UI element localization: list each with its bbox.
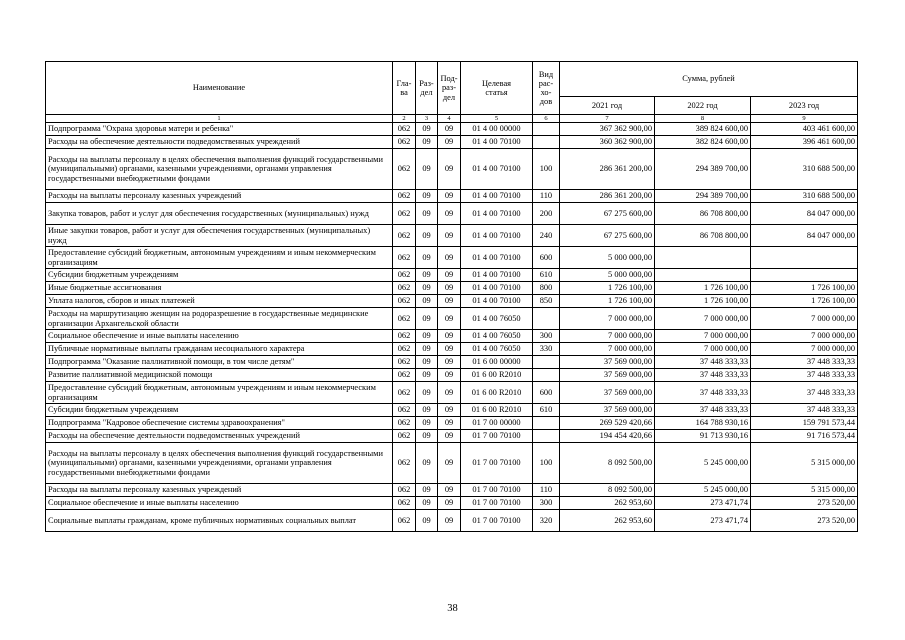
- row-sum-2021: 7 000 000,00: [560, 330, 655, 343]
- row-vid: 300: [533, 330, 560, 343]
- row-vid: 800: [533, 282, 560, 295]
- row-vid: [533, 430, 560, 443]
- row-sum-2022: 5 245 000,00: [655, 443, 751, 484]
- header-razdel: Раз- дел: [416, 62, 438, 115]
- row-sum-2022: 37 448 333,33: [655, 382, 751, 404]
- row-sum-2021: 67 275 600,00: [560, 203, 655, 225]
- row-name: Иные закупки товаров, работ и услуг для обеспечения государственных (муниципальных) нужд: [46, 225, 393, 247]
- row-sum-2022: 37 448 333,33: [655, 369, 751, 382]
- table-row: [46, 295, 858, 308]
- row-article: 01 4 00 70100: [461, 149, 533, 190]
- row-podrazdel: 09: [438, 443, 461, 484]
- row-razdel: 09: [416, 510, 438, 532]
- row-sum-2023: 273 520,00: [751, 497, 858, 510]
- row-article: 01 4 00 70100: [461, 136, 533, 149]
- row-name: Публичные нормативные выплаты гражданам несоциального характера: [46, 343, 393, 356]
- table-row: [46, 430, 858, 443]
- header-vid: Вид рас- хо- дов: [533, 62, 560, 115]
- row-podrazdel: 09: [438, 203, 461, 225]
- header-year-2022: 2022 год: [655, 97, 751, 115]
- row-glava: 062: [393, 149, 416, 190]
- row-name: Расходы на выплаты персоналу в целях обеспечения выполнения функций государственными (муниципальными) органами, казенными учреждениями, органами управления государственными внебюджетными фондами: [46, 149, 393, 190]
- row-vid: 100: [533, 149, 560, 190]
- row-article: 01 4 00 70100: [461, 203, 533, 225]
- row-vid: 200: [533, 203, 560, 225]
- row-sum-2023: 273 520,00: [751, 510, 858, 532]
- row-podrazdel: 09: [438, 295, 461, 308]
- row-sum-2022: [655, 247, 751, 269]
- row-sum-2021: 37 569 000,00: [560, 404, 655, 417]
- table-row: [46, 369, 858, 382]
- row-podrazdel: 09: [438, 247, 461, 269]
- row-glava: 062: [393, 282, 416, 295]
- row-podrazdel: 09: [438, 282, 461, 295]
- row-razdel: 09: [416, 404, 438, 417]
- row-name: Иные бюджетные ассигнования: [46, 282, 393, 295]
- row-glava: 062: [393, 190, 416, 203]
- row-sum-2021: 7 000 000,00: [560, 343, 655, 356]
- row-podrazdel: 09: [438, 510, 461, 532]
- table-row: [46, 356, 858, 369]
- row-sum-2023: 84 047 000,00: [751, 203, 858, 225]
- column-number: 9: [751, 115, 858, 123]
- row-razdel: 09: [416, 330, 438, 343]
- row-sum-2022: 389 824 600,00: [655, 123, 751, 136]
- header-glava: Гла- ва: [393, 62, 416, 115]
- row-sum-2021: 367 362 900,00: [560, 123, 655, 136]
- row-article: 01 4 00 00000: [461, 123, 533, 136]
- row-sum-2022: 86 708 800,00: [655, 203, 751, 225]
- row-glava: 062: [393, 123, 416, 136]
- row-razdel: 09: [416, 149, 438, 190]
- row-sum-2021: 286 361 200,00: [560, 149, 655, 190]
- row-glava: 062: [393, 308, 416, 330]
- row-article: 01 4 00 70100: [461, 295, 533, 308]
- table-row: [46, 282, 858, 295]
- row-glava: 062: [393, 443, 416, 484]
- column-numbers-row: [46, 115, 858, 123]
- row-article: 01 7 00 70100: [461, 443, 533, 484]
- row-vid: 110: [533, 190, 560, 203]
- row-razdel: 09: [416, 269, 438, 282]
- row-vid: 100: [533, 443, 560, 484]
- row-glava: 062: [393, 343, 416, 356]
- header-year-2023: 2023 год: [751, 97, 858, 115]
- row-sum-2022: 294 389 700,00: [655, 149, 751, 190]
- row-sum-2022: 7 000 000,00: [655, 330, 751, 343]
- row-sum-2023: [751, 247, 858, 269]
- table-row: [46, 510, 858, 532]
- table-row: [46, 308, 858, 330]
- row-name: Подпрограмма "Кадровое обеспечение системы здравоохранения": [46, 417, 393, 430]
- row-sum-2021: 37 569 000,00: [560, 382, 655, 404]
- row-sum-2022: 7 000 000,00: [655, 308, 751, 330]
- row-sum-2021: 262 953,60: [560, 497, 655, 510]
- row-vid: 300: [533, 497, 560, 510]
- row-razdel: 09: [416, 356, 438, 369]
- row-podrazdel: 09: [438, 356, 461, 369]
- row-glava: 062: [393, 269, 416, 282]
- row-podrazdel: 09: [438, 149, 461, 190]
- row-article: 01 4 00 70100: [461, 269, 533, 282]
- row-podrazdel: 09: [438, 382, 461, 404]
- row-podrazdel: 09: [438, 190, 461, 203]
- row-glava: 062: [393, 510, 416, 532]
- row-sum-2021: 67 275 600,00: [560, 225, 655, 247]
- row-name: Закупка товаров, работ и услуг для обеспечения государственных (муниципальных) нужд: [46, 203, 393, 225]
- column-number: 4: [438, 115, 461, 123]
- row-name: Расходы на обеспечение деятельности подведомственных учреждений: [46, 430, 393, 443]
- row-podrazdel: 09: [438, 225, 461, 247]
- row-name: Предоставление субсидий бюджетным, автономным учреждениям и иным некоммерческим организациям: [46, 247, 393, 269]
- row-article: 01 6 00 R2010: [461, 382, 533, 404]
- row-sum-2023: 84 047 000,00: [751, 225, 858, 247]
- table-row: [46, 190, 858, 203]
- row-vid: [533, 369, 560, 382]
- row-article: 01 4 00 76050: [461, 330, 533, 343]
- row-razdel: 09: [416, 343, 438, 356]
- row-glava: 062: [393, 356, 416, 369]
- row-razdel: 09: [416, 308, 438, 330]
- row-glava: 062: [393, 136, 416, 149]
- row-article: 01 4 00 76050: [461, 343, 533, 356]
- table-row: [46, 247, 858, 269]
- row-sum-2022: 37 448 333,33: [655, 356, 751, 369]
- row-name: Субсидии бюджетным учреждениям: [46, 404, 393, 417]
- table-row: [46, 404, 858, 417]
- row-vid: [533, 123, 560, 136]
- row-article: 01 4 00 70100: [461, 282, 533, 295]
- row-sum-2022: 86 708 800,00: [655, 225, 751, 247]
- row-podrazdel: 09: [438, 430, 461, 443]
- row-sum-2023: 403 461 600,00: [751, 123, 858, 136]
- row-glava: 062: [393, 417, 416, 430]
- row-sum-2021: 286 361 200,00: [560, 190, 655, 203]
- row-article: 01 7 00 70100: [461, 497, 533, 510]
- row-sum-2023: 7 000 000,00: [751, 308, 858, 330]
- column-number: 3: [416, 115, 438, 123]
- row-sum-2022: [655, 269, 751, 282]
- row-sum-2023: 7 000 000,00: [751, 330, 858, 343]
- row-sum-2022: 91 713 930,16: [655, 430, 751, 443]
- row-article: 01 6 00 R2010: [461, 404, 533, 417]
- row-glava: 062: [393, 430, 416, 443]
- table-body: [46, 123, 858, 532]
- column-number: 8: [655, 115, 751, 123]
- row-sum-2023: 37 448 333,33: [751, 404, 858, 417]
- row-vid: [533, 417, 560, 430]
- column-number: 2: [393, 115, 416, 123]
- row-article: 01 7 00 70100: [461, 430, 533, 443]
- table-row: [46, 149, 858, 190]
- row-razdel: 09: [416, 497, 438, 510]
- row-name: Расходы на маршрутизацию женщин на родоразрешение в государственные медицинские организации Архангельской области: [46, 308, 393, 330]
- row-sum-2023: 5 315 000,00: [751, 484, 858, 497]
- row-sum-2021: 262 953,60: [560, 510, 655, 532]
- row-name: Расходы на выплаты персоналу казенных учреждений: [46, 484, 393, 497]
- row-name: Расходы на обеспечение деятельности подведомственных учреждений: [46, 136, 393, 149]
- table-row: [46, 484, 858, 497]
- row-vid: 610: [533, 269, 560, 282]
- row-podrazdel: 09: [438, 484, 461, 497]
- row-sum-2022: 382 824 600,00: [655, 136, 751, 149]
- row-sum-2022: 273 471,74: [655, 497, 751, 510]
- row-sum-2023: 91 716 573,44: [751, 430, 858, 443]
- row-sum-2022: 1 726 100,00: [655, 282, 751, 295]
- row-razdel: 09: [416, 190, 438, 203]
- row-sum-2021: 8 092 500,00: [560, 443, 655, 484]
- row-name: Уплата налогов, сборов и иных платежей: [46, 295, 393, 308]
- row-razdel: 09: [416, 282, 438, 295]
- row-sum-2023: 396 461 600,00: [751, 136, 858, 149]
- row-article: 01 4 00 70100: [461, 225, 533, 247]
- row-glava: 062: [393, 330, 416, 343]
- row-sum-2021: 37 569 000,00: [560, 356, 655, 369]
- row-glava: 062: [393, 404, 416, 417]
- row-article: 01 4 00 70100: [461, 247, 533, 269]
- budget-table: [45, 61, 858, 532]
- row-glava: 062: [393, 369, 416, 382]
- row-name: Подпрограмма "Охрана здоровья матери и ребенка": [46, 123, 393, 136]
- row-vid: [533, 356, 560, 369]
- page-number: 38: [447, 603, 458, 614]
- row-article: 01 6 00 R2010: [461, 369, 533, 382]
- row-sum-2023: 37 448 333,33: [751, 369, 858, 382]
- row-sum-2023: 1 726 100,00: [751, 295, 858, 308]
- table-row: [46, 225, 858, 247]
- row-article: 01 6 00 00000: [461, 356, 533, 369]
- row-razdel: 09: [416, 123, 438, 136]
- table-row: [46, 269, 858, 282]
- row-vid: 320: [533, 510, 560, 532]
- row-razdel: 09: [416, 443, 438, 484]
- row-razdel: 09: [416, 369, 438, 382]
- row-sum-2023: 7 000 000,00: [751, 343, 858, 356]
- row-glava: 062: [393, 497, 416, 510]
- row-sum-2023: 37 448 333,33: [751, 382, 858, 404]
- row-sum-2021: 269 529 420,66: [560, 417, 655, 430]
- row-sum-2022: 273 471,74: [655, 510, 751, 532]
- row-vid: 240: [533, 225, 560, 247]
- row-vid: 850: [533, 295, 560, 308]
- row-razdel: 09: [416, 136, 438, 149]
- header-year-2021: 2021 год: [560, 97, 655, 115]
- row-article: 01 4 00 76050: [461, 308, 533, 330]
- row-sum-2021: 8 092 500,00: [560, 484, 655, 497]
- header-podrazdel: Под- раз- дел: [438, 62, 461, 115]
- row-razdel: 09: [416, 382, 438, 404]
- row-sum-2021: 7 000 000,00: [560, 308, 655, 330]
- row-sum-2021: 1 726 100,00: [560, 295, 655, 308]
- row-podrazdel: 09: [438, 369, 461, 382]
- row-podrazdel: 09: [438, 269, 461, 282]
- row-name: Расходы на выплаты персоналу в целях обеспечения выполнения функций государственными (муниципальными) органами, казенными учреждениями, органами управления государственными внебюджетными фондами: [46, 443, 393, 484]
- row-podrazdel: 09: [438, 330, 461, 343]
- row-podrazdel: 09: [438, 123, 461, 136]
- row-sum-2023: 37 448 333,33: [751, 356, 858, 369]
- row-glava: 062: [393, 295, 416, 308]
- row-vid: 600: [533, 247, 560, 269]
- row-sum-2022: 37 448 333,33: [655, 404, 751, 417]
- row-podrazdel: 09: [438, 308, 461, 330]
- row-sum-2021: 5 000 000,00: [560, 269, 655, 282]
- row-vid: 110: [533, 484, 560, 497]
- row-sum-2021: 5 000 000,00: [560, 247, 655, 269]
- row-article: 01 7 00 70100: [461, 510, 533, 532]
- row-podrazdel: 09: [438, 136, 461, 149]
- row-sum-2022: 164 788 930,16: [655, 417, 751, 430]
- row-name: Социальное обеспечение и иные выплаты населению: [46, 497, 393, 510]
- table-row: [46, 382, 858, 404]
- row-razdel: 09: [416, 417, 438, 430]
- row-podrazdel: 09: [438, 404, 461, 417]
- column-number: 5: [461, 115, 533, 123]
- row-name: Предоставление субсидий бюджетным, автономным учреждениям и иным некоммерческим организациям: [46, 382, 393, 404]
- table-row: [46, 136, 858, 149]
- row-glava: 062: [393, 484, 416, 497]
- row-name: Социальное обеспечение и иные выплаты населению: [46, 330, 393, 343]
- row-sum-2023: 5 315 000,00: [751, 443, 858, 484]
- row-razdel: 09: [416, 247, 438, 269]
- row-name: Развитие паллиативной медицинской помощи: [46, 369, 393, 382]
- row-vid: 600: [533, 382, 560, 404]
- row-article: 01 7 00 70100: [461, 484, 533, 497]
- table-row: [46, 123, 858, 136]
- row-podrazdel: 09: [438, 343, 461, 356]
- table-row: [46, 443, 858, 484]
- row-sum-2023: 1 726 100,00: [751, 282, 858, 295]
- header-article: Целевая статья: [461, 62, 533, 115]
- row-razdel: 09: [416, 484, 438, 497]
- row-sum-2022: 294 389 700,00: [655, 190, 751, 203]
- row-name: Субсидии бюджетным учреждениям: [46, 269, 393, 282]
- row-sum-2021: 1 726 100,00: [560, 282, 655, 295]
- row-glava: 062: [393, 225, 416, 247]
- column-number: 1: [46, 115, 393, 123]
- row-glava: 062: [393, 203, 416, 225]
- header-sum: Сумма, рублей: [560, 62, 858, 97]
- row-article: 01 7 00 00000: [461, 417, 533, 430]
- column-number: 6: [533, 115, 560, 123]
- table-row: [46, 343, 858, 356]
- row-sum-2023: [751, 269, 858, 282]
- row-vid: [533, 308, 560, 330]
- row-sum-2022: 5 245 000,00: [655, 484, 751, 497]
- row-vid: 610: [533, 404, 560, 417]
- table-row: [46, 330, 858, 343]
- column-number: 7: [560, 115, 655, 123]
- row-razdel: 09: [416, 225, 438, 247]
- row-sum-2021: 194 454 420,66: [560, 430, 655, 443]
- table-row: [46, 417, 858, 430]
- row-glava: 062: [393, 247, 416, 269]
- row-vid: 330: [533, 343, 560, 356]
- row-sum-2022: 1 726 100,00: [655, 295, 751, 308]
- row-name: Подпрограмма "Оказание паллиативной помощи, в том числе детям": [46, 356, 393, 369]
- row-sum-2023: 159 791 573,44: [751, 417, 858, 430]
- table-row: [46, 497, 858, 510]
- row-razdel: 09: [416, 295, 438, 308]
- row-sum-2021: 360 362 900,00: [560, 136, 655, 149]
- row-glava: 062: [393, 382, 416, 404]
- row-article: 01 4 00 70100: [461, 190, 533, 203]
- row-name: Социальные выплаты гражданам, кроме публичных нормативных социальных выплат: [46, 510, 393, 532]
- row-sum-2023: 310 688 500,00: [751, 149, 858, 190]
- row-podrazdel: 09: [438, 497, 461, 510]
- row-sum-2022: 7 000 000,00: [655, 343, 751, 356]
- row-podrazdel: 09: [438, 417, 461, 430]
- row-vid: [533, 136, 560, 149]
- header-name: Наименование: [46, 62, 393, 115]
- row-razdel: 09: [416, 430, 438, 443]
- row-name: Расходы на выплаты персоналу казенных учреждений: [46, 190, 393, 203]
- row-sum-2023: 310 688 500,00: [751, 190, 858, 203]
- row-sum-2021: 37 569 000,00: [560, 369, 655, 382]
- table-row: [46, 203, 858, 225]
- row-razdel: 09: [416, 203, 438, 225]
